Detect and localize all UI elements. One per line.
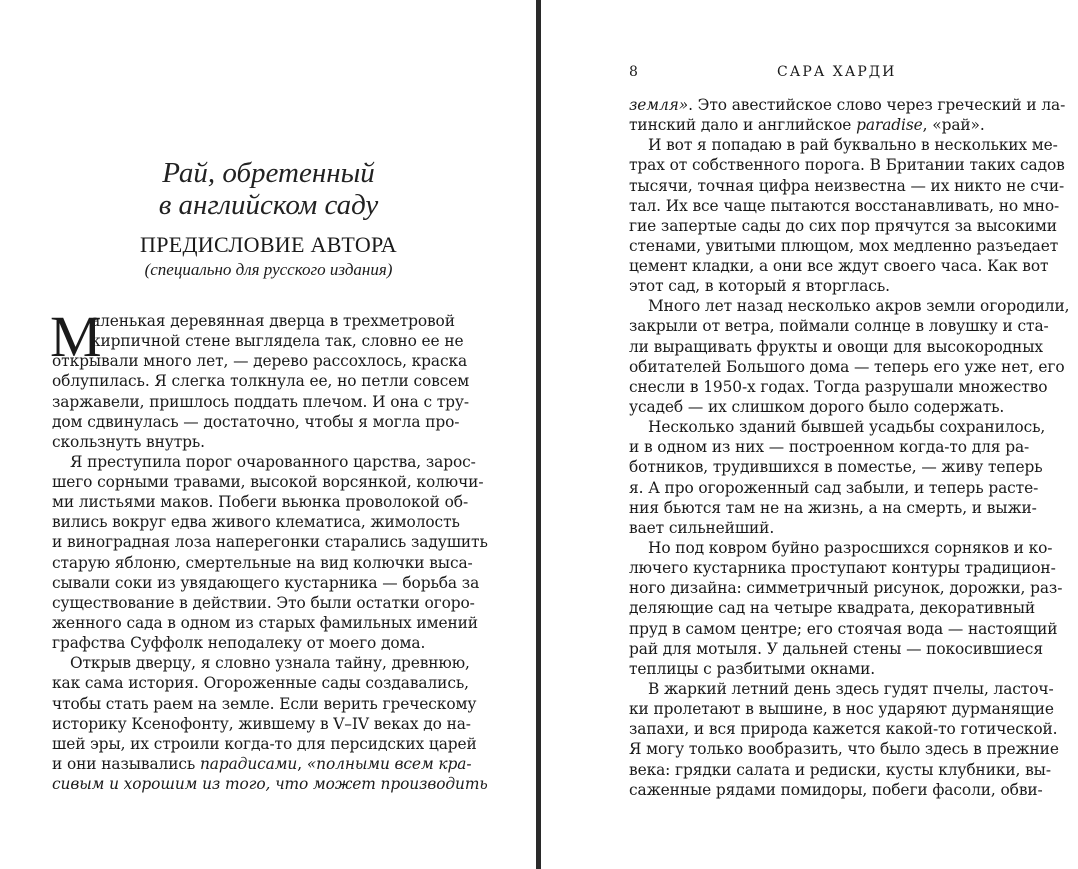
body-line: графства Суффолк неподалеку от моего дома.	[52, 634, 426, 652]
body-line: Я преступила порог очарованного царства, зарос-	[70, 453, 476, 471]
body-line: этот сад, в который я вторглась.	[629, 277, 890, 295]
body-line: историку Ксенофонту, жившему в V–IV веках до на-	[52, 715, 471, 733]
body-line: ния бьются там не на жизнь, а на смерть, и выжи-	[629, 499, 1037, 517]
body-line: я. А про огороженный сад забыли, и теперь расте-	[629, 479, 1039, 497]
body-line: и виноградная лоза наперегонки старались задушить	[52, 533, 488, 551]
body-line: старую яблоню, смертельные на вид колючки выса-	[52, 554, 473, 572]
body-line: ли выращивать фрукты и овощи для высокородных	[629, 338, 1043, 356]
body-line: усадеб — их слишком дорого было содержать.	[629, 398, 1005, 416]
body-line: как сама история. Огороженные сады создавались,	[52, 674, 469, 692]
preface-heading: ПРЕДИСЛОВИЕ АВТОРА	[140, 232, 397, 257]
body-line: обитателей Большого дома — теперь его уже нет, его	[629, 358, 1065, 376]
italic-term: paradise	[856, 116, 923, 134]
body-line: пруд в самом центре; его стоячая вода — настоящий	[629, 620, 1058, 638]
body-line: кирпичной стене выглядела так, словно ее не	[91, 332, 464, 350]
body-line: гие запертые сады до сих пор прячутся за высокими	[629, 217, 1057, 235]
body-line: заржавели, пришлось поддать плечом. И она с тру-	[52, 393, 469, 411]
italic-quote: «полными всем кра-	[306, 755, 472, 773]
body-line: цемент кладки, а они все ждут своего часа. Как вот	[629, 257, 1049, 275]
text-run: ,	[297, 755, 307, 773]
body-line	[629, 95, 1065, 115]
body-line: рай для мотыля. У дальней стены — покосившиеся	[629, 640, 1043, 658]
body-line	[52, 774, 488, 794]
body-line: Много лет назад несколько акров земли огородили,	[648, 297, 1070, 315]
body-line: чтобы стать раем на земле. Если верить греческому	[52, 695, 477, 713]
body-line: шей эры, их строили когда-то для персидских царей	[52, 735, 477, 753]
body-line: теплицы с разбитыми окнами.	[629, 660, 876, 678]
body-line: ми листьями маков. Побеги вьюнка проволокой об-	[52, 493, 469, 511]
body-line: открывали много лет, — дерево рассохлось, краска	[52, 352, 468, 370]
body-line: Но под ковром буйно разросшихся сорняков и ко-	[648, 539, 1053, 557]
page-number: 8	[629, 64, 638, 80]
body-line: ботников, трудившихся в поместье, — живу теперь	[629, 458, 1043, 476]
body-line: аленькая деревянная дверца в трехметровой	[91, 312, 455, 330]
running-head: САРА ХАРДИ	[777, 64, 897, 80]
text-run: и они назывались	[52, 755, 200, 773]
body-line: запахи, и вся природа кажется какой-то готической.	[629, 720, 1058, 738]
body-line: скользнуть внутрь.	[52, 433, 205, 451]
italic-quote: земля»	[629, 96, 689, 114]
body-line: Я могу только вообразить, что было здесь в прежние	[629, 740, 1059, 758]
body-line: женного сада в одном из старых фамильных имений	[52, 614, 478, 632]
body-line: лючего кустарника проступают контуры традицион-	[629, 559, 1056, 577]
body-line: и в одном из них — построенном когда-то для ра-	[629, 438, 1030, 456]
body-line: стенами, увитыми плющом, мох медленно разъедает	[629, 237, 1059, 255]
body-line: закрыли от ветра, поймали солнце в ловушку и ста-	[629, 317, 1049, 335]
preface-subheading: (специально для русского издания)	[144, 260, 393, 279]
body-line: века: грядки салата и редиски, кусты клубники, вы-	[629, 761, 1051, 779]
body-line: тысячи, точная цифра неизвестна — их никто не счи-	[629, 177, 1065, 195]
body-line: шего сорными травами, высокой ворсянкой, колючи-	[52, 473, 484, 491]
body-line: ного дизайна: симметричный рисунок, дорожки, раз-	[629, 579, 1063, 597]
text-run: . Это авестийское слово через греческий и ла-	[688, 96, 1066, 114]
left-page	[0, 0, 537, 869]
body-line: трах от собственного порога. В Британии таких садов	[629, 156, 1065, 174]
text-run: , «рай».	[922, 116, 985, 134]
chapter-title-line-1: Рай, обретенный	[162, 157, 375, 189]
body-line: снесли в 1950-х годах. Тогда разрушали множество	[629, 378, 1048, 396]
body-line	[629, 115, 985, 135]
chapter-title-line-2: в английском саду	[158, 189, 379, 221]
body-line: В жаркий летний день здесь гудят пчелы, ласточ-	[648, 680, 1054, 698]
body-line: Открыв дверцу, я словно узнала тайну, древнюю,	[70, 654, 470, 672]
body-line	[52, 754, 471, 774]
body-line: И вот я попадаю в рай буквально в нескольких ме-	[648, 136, 1058, 154]
body-line: сывали соки из увядающего кустарника — борьба за	[52, 574, 480, 592]
text-run: тинский дало и английское	[629, 116, 857, 134]
body-line: Несколько зданий бывшей усадьбы сохранилось,	[648, 418, 1046, 436]
italic-term: парадисами	[199, 755, 298, 773]
body-line: ки пролетают в вышине, в нос ударяют дурманящие	[629, 700, 1054, 718]
drop-cap: М	[50, 304, 102, 369]
body-line: саженные рядами помидоры, побеги фасоли, обви-	[629, 781, 1043, 799]
body-line: вились вокруг едва живого клематиса, жимолость	[52, 513, 460, 531]
body-line: тал. Их все чаще пытаются восстанавливать, но мно-	[629, 197, 1060, 215]
body-line: вает сильнейший.	[629, 519, 775, 537]
body-line: дом сдвинулась — достаточно, чтобы я могла про-	[52, 413, 460, 431]
body-line: существование в действии. Это были остатки огоро-	[52, 594, 475, 612]
italic-quote: сивым и хорошим из того, что может производить	[52, 775, 488, 793]
body-line: облупилась. Я слегка толкнула ее, но петли совсем	[52, 372, 470, 390]
body-line: деляющие сад на четыре квадрата, декоративный	[629, 599, 1036, 617]
right-page	[541, 0, 1078, 869]
